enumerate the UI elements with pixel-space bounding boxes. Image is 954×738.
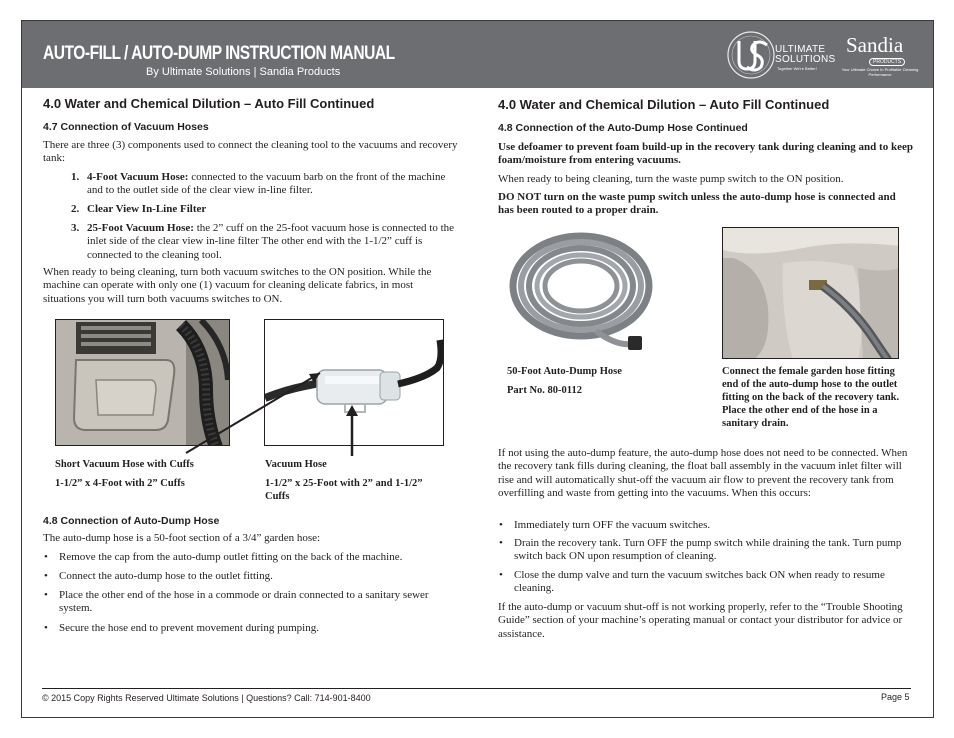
us-logo-line1: ULTIMATE xyxy=(775,44,826,55)
right-bullet-3: • Close the dump valve and turn the vacuum switches back ON when ready to resume cleaning. xyxy=(499,569,885,595)
sandia-products-badge: PRODUCTS xyxy=(869,58,905,66)
manual-title: AUTO-FILL / AUTO-DUMP INSTRUCTION MANUAL xyxy=(43,43,395,64)
footer-copyright: © 2015 Copy Rights Reserved Ultimate Solutions | Questions? Call: 714-901-8400 xyxy=(42,693,371,703)
right-section-heading: 4.0 Water and Chemical Dilution – Auto Fill Continued xyxy=(498,97,830,112)
pump-switch-warning: DO NOT turn on the waste pump switch unless the auto-dump hose is connected and has been routed to a proper drain. xyxy=(498,191,896,217)
sandia-tagline: Your Ultimate Choice In Profitable Cleaning Performance xyxy=(841,67,919,77)
defoamer-warning: Use defoamer to prevent foam build-up in the recovery tank during cleaning and to keep foam/moisture from entering vacuums. xyxy=(498,141,913,167)
bullet-text: Immediately turn OFF the vacuum switches. xyxy=(514,519,711,531)
item-title: 25-Foot Vacuum Hose: xyxy=(87,222,194,234)
tank-connection-caption: Connect the female garden hose fitting end of the auto-dump hose to the outlet fitting on the back of the recovery tank. Place the other end of the hose in a sanitary drain. xyxy=(722,366,900,429)
sandia-wordmark: Sandia xyxy=(846,33,904,57)
item-number: 2. xyxy=(71,203,80,215)
left-bullet-2: • Connect the auto-dump hose to the outlet fitting. xyxy=(44,570,273,582)
manual-subtitle: By Ultimate Solutions | Sandia Products xyxy=(146,66,341,78)
left-section-heading: 4.0 Water and Chemical Dilution – Auto Fill Continued xyxy=(43,96,375,111)
auto-dump-hose-photo xyxy=(506,226,661,356)
part-number-caption: Part No. 80-0112 xyxy=(507,385,582,396)
left-paragraph-3: The auto-dump hose is a 50-foot section of a 3/4” garden hose: xyxy=(43,532,321,544)
dump-hose-caption: 50-Foot Auto-Dump Hose xyxy=(507,366,622,377)
short-hose-caption-1: Short Vacuum Hose with Cuffs xyxy=(55,459,194,470)
right-paragraph-1: When ready to being cleaning, turn the waste pump switch to the ON position. xyxy=(498,173,844,185)
bullet-text: Drain the recovery tank. Turn OFF the pump switch while draining the tank. Turn pump switch back ON upon resumption of cleaning. xyxy=(514,537,902,563)
short-hose-caption-2: 1-1/2” x 4-Foot with 2” Cuffs xyxy=(55,478,185,489)
page-number: Page 5 xyxy=(881,692,910,702)
vacuum-hose-caption-1: Vacuum Hose xyxy=(265,459,327,470)
recovery-tank-outlet-photo xyxy=(722,227,899,359)
right-bullet-2: • Drain the recovery tank. Turn OFF the pump switch while draining the tank. Turn pump switch back ON upon resumption of cleaning. xyxy=(499,537,902,563)
left-subheading-4-7: 4.7 Connection of Vacuum Hoses xyxy=(43,121,209,133)
right-paragraph-3: If the auto-dump or vacuum shut-off is not working properly, refer to the “Trouble Shooting Guide” section of your machine’s operating manual or contact your distributor for advice or assistance. xyxy=(498,601,903,640)
bullet-text: Close the dump valve and turn the vacuum switches back ON when ready to resume cleaning. xyxy=(514,569,885,595)
us-logo-tagline: Together We're Better! xyxy=(777,66,817,71)
left-intro-paragraph: There are three (3) components used to connect the cleaning tool to the vacuums and recovery tank: xyxy=(43,139,458,165)
right-subheading-4-8: 4.8 Connection of the Auto-Dump Hose Continued xyxy=(498,122,748,134)
bullet-text: Remove the cap from the auto-dump outlet fitting on the back of the machine. xyxy=(59,551,403,563)
item-title: 4-Foot Vacuum Hose: xyxy=(87,171,189,183)
left-paragraph-2: When ready to being cleaning, turn both vacuum switches to the ON position. While the machine can operate with only one (1) vacuum for cleaning delicate fabrics, in most situations you will turn both vacuums switches to ON. xyxy=(43,266,432,305)
left-subheading-4-8: 4.8 Connection of Auto-Dump Hose xyxy=(43,515,220,527)
tank-outlet-icon xyxy=(723,228,899,359)
item-number: 1. xyxy=(71,171,80,183)
left-bullet-3: • Place the other end of the hose in a commode or drain connected to a sanitary sewer system. xyxy=(44,589,429,615)
footer-divider xyxy=(42,688,911,689)
item-number: 3. xyxy=(71,222,80,234)
bullet-text: Secure the hose end to prevent movement during pumping. xyxy=(59,622,319,634)
left-bullet-4: • Secure the hose end to prevent movement during pumping. xyxy=(44,622,319,634)
right-bullet-1: • Immediately turn OFF the vacuum switches. xyxy=(499,519,711,531)
bullet-text: Place the other end of the hose in a commode or drain connected to a sanitary sewer system. xyxy=(59,589,429,615)
bullet-text: Connect the auto-dump hose to the outlet fitting. xyxy=(59,570,273,582)
us-logo-line2: SOLUTIONS xyxy=(775,54,836,65)
item-text: connected to the vacuum barb on the front of the machine and to the outlet side of the clear view in-line filter. xyxy=(87,171,446,197)
item-text: the 2” cuff on the 25-foot vacuum hose is connected to the inlet side of the clear view in-line filter The other end with the 1-1/2” cuff is connected to the cleaning tool. xyxy=(87,222,455,261)
coiled-hose-icon xyxy=(506,226,661,356)
left-bullet-1: • Remove the cap from the auto-dump outlet fitting on the back of the machine. xyxy=(44,551,403,563)
item-title: Clear View In-Line Filter xyxy=(87,203,207,215)
right-paragraph-2: If not using the auto-dump feature, the auto-dump hose does not need to be connected. When the recovery tank fills during cleaning, the float ball assembly in the vacuum inlet filter will rise and will automatically shut-off the vacuum air flow to prevent the recovery tank from overfilling and waste from getting into the vacuums. When this occurs: xyxy=(498,447,908,499)
vacuum-hose-caption-2: 1-1/2” x 25-Foot with 2” and 1-1/2” Cuffs xyxy=(265,478,423,502)
